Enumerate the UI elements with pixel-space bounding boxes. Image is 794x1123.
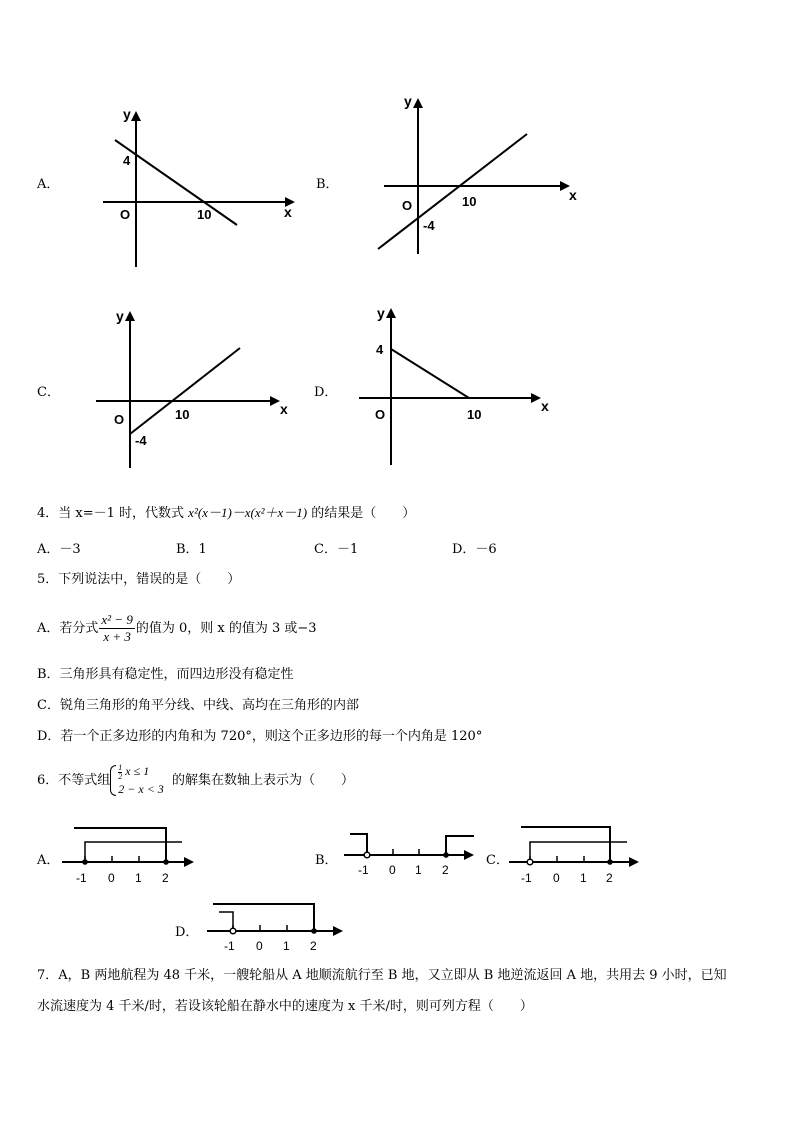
q6-option-b-label: B．: [315, 853, 338, 868]
q6-c-tick-0: 0: [553, 871, 560, 885]
q4-suffix: 的结果是（ ）: [311, 506, 416, 521]
q3-graph-d-y-intercept: 4: [376, 342, 384, 357]
q3-graph-b-y-intercept: -4: [423, 218, 435, 233]
q5-option-d: D．若一个正多边形的内角和为 720°，则这个正多边形的每一个内角是 120°: [37, 729, 483, 744]
q6-c-tick-m1: -1: [521, 871, 532, 885]
q5-option-a: [37, 610, 317, 648]
q6-b-tick-2: 2: [442, 863, 449, 877]
q3-graph-b-x-label: x: [569, 187, 577, 203]
q6-d-tick-m1: -1: [224, 939, 235, 953]
q5-fraction-denominator: x + 3: [103, 629, 131, 644]
q6-ineq-1-num: 1: [118, 762, 123, 772]
q6-b-tick-1: 1: [415, 863, 422, 877]
q3-graph-d: [355, 300, 570, 470]
q3-graph-a-y-label: y: [123, 106, 131, 122]
q3-graph-b-x-intercept: 10: [462, 194, 477, 209]
q3-graph-c-x-label: x: [280, 401, 288, 417]
q3-graph-a-x-label: x: [284, 204, 292, 220]
q6-numberline-c: [505, 822, 645, 887]
q5-fraction: [99, 612, 134, 645]
q3-graph-b-origin: O: [402, 198, 413, 213]
q7-line-2: 水流速度为 4 千米/时，若设该轮船在静水中的速度为 x 千米/时，则可列方程（ ）: [37, 999, 533, 1014]
q6-ineq-2: 2 − x < 3: [118, 781, 164, 796]
q3-option-d-label: D．: [314, 385, 338, 400]
q6-c-tick-2: 2: [606, 871, 613, 885]
q6-d-tick-0: 0: [256, 939, 263, 953]
q3-graph-c-origin: O: [114, 412, 125, 427]
q3-graph-a: [95, 105, 300, 275]
q6-option-c-label: C．: [486, 853, 509, 868]
q3-graph-a-x-intercept: 10: [197, 207, 212, 222]
q4-option-c: C．－1: [314, 542, 359, 557]
q3-option-b-label: B．: [316, 177, 339, 192]
q5-option-a-suffix: 的值为 0，则 x 的值为 3 或−3: [135, 621, 317, 636]
q6-suffix: 的解集在数轴上表示为（ ）: [171, 773, 354, 788]
q3-graph-d-x-intercept: 10: [467, 407, 482, 422]
q3-graph-d-y-label: y: [377, 305, 385, 321]
q4-option-a: A．－3: [37, 542, 81, 557]
q4-prefix: 4．当 x=－1 时，代数式: [37, 506, 185, 521]
q6-numberline-a: [60, 822, 200, 887]
q6-prefix: 6．不等式组: [37, 773, 111, 788]
q6-ineq-1: [118, 763, 164, 781]
q6-b-tick-0: 0: [389, 863, 396, 877]
q6-b-tick-m1: -1: [358, 863, 369, 877]
q4-stem: [37, 504, 415, 523]
q3-graph-d-x-label: x: [541, 398, 549, 414]
q3-graph-a-line: [115, 140, 237, 225]
q5-fraction-numerator: x² − 9: [101, 612, 133, 627]
q6-numberline-b: [340, 822, 480, 887]
q3-graph-c: [90, 303, 305, 473]
q3-graph-b-y-label: y: [404, 93, 412, 109]
q3-graph-d-line: [391, 349, 469, 398]
q3-graph-b-line: [378, 134, 527, 249]
q6-d-tick-2: 2: [310, 939, 317, 953]
q4-expression: x²(x－1)－x(x²＋x－1): [188, 505, 308, 520]
q5-option-c: C．锐角三角形的角平分线、中线、高均在三角形的内部: [37, 698, 359, 713]
q4-option-d: D．－6: [452, 542, 497, 557]
q6-option-a-label: A．: [37, 853, 60, 868]
q6-a-tick-2: 2: [162, 871, 169, 885]
q7-line-1: 7．A，B 两地航程为 48 千米，一艘轮船从 A 地顺流航行至 B 地，又立即从 B 地逆流返回 A 地，共用去 9 小时，已知: [37, 968, 727, 983]
q6-a-tick-1: 1: [135, 871, 142, 885]
q5-stem: 5．下列说法中，错误的是（ ）: [37, 572, 241, 587]
q6-stem: [37, 763, 354, 799]
q6-option-d-label: D．: [175, 925, 199, 940]
q6-ineq-1-rest: x ≤ 1: [125, 764, 150, 779]
q3-graph-d-origin: O: [375, 407, 386, 422]
q3-graph-c-y-label: y: [116, 308, 124, 324]
q5-option-b: B．三角形具有稳定性，而四边形没有稳定性: [37, 667, 294, 682]
q3-graph-b: [370, 92, 585, 257]
q3-graph-a-origin: O: [120, 207, 131, 222]
q3-graph-c-y-intercept: -4: [135, 433, 147, 448]
q4-option-b: B．1: [176, 542, 207, 557]
q3-option-c-label: C．: [37, 385, 60, 400]
q6-a-tick-m1: -1: [76, 871, 87, 885]
q6-c-tick-1: 1: [580, 871, 587, 885]
q3-graph-c-x-intercept: 10: [175, 407, 190, 422]
q6-numberline-d: [205, 896, 350, 956]
q3-option-a-label: A．: [37, 177, 60, 192]
q6-ineq-1-den: 2: [118, 771, 123, 781]
q6-a-tick-0: 0: [108, 871, 115, 885]
q6-inequality-system: [110, 763, 164, 798]
q6-d-tick-1: 1: [283, 939, 290, 953]
q3-graph-a-y-intercept: 4: [123, 153, 131, 168]
q5-option-a-prefix: A．若分式: [37, 621, 99, 636]
